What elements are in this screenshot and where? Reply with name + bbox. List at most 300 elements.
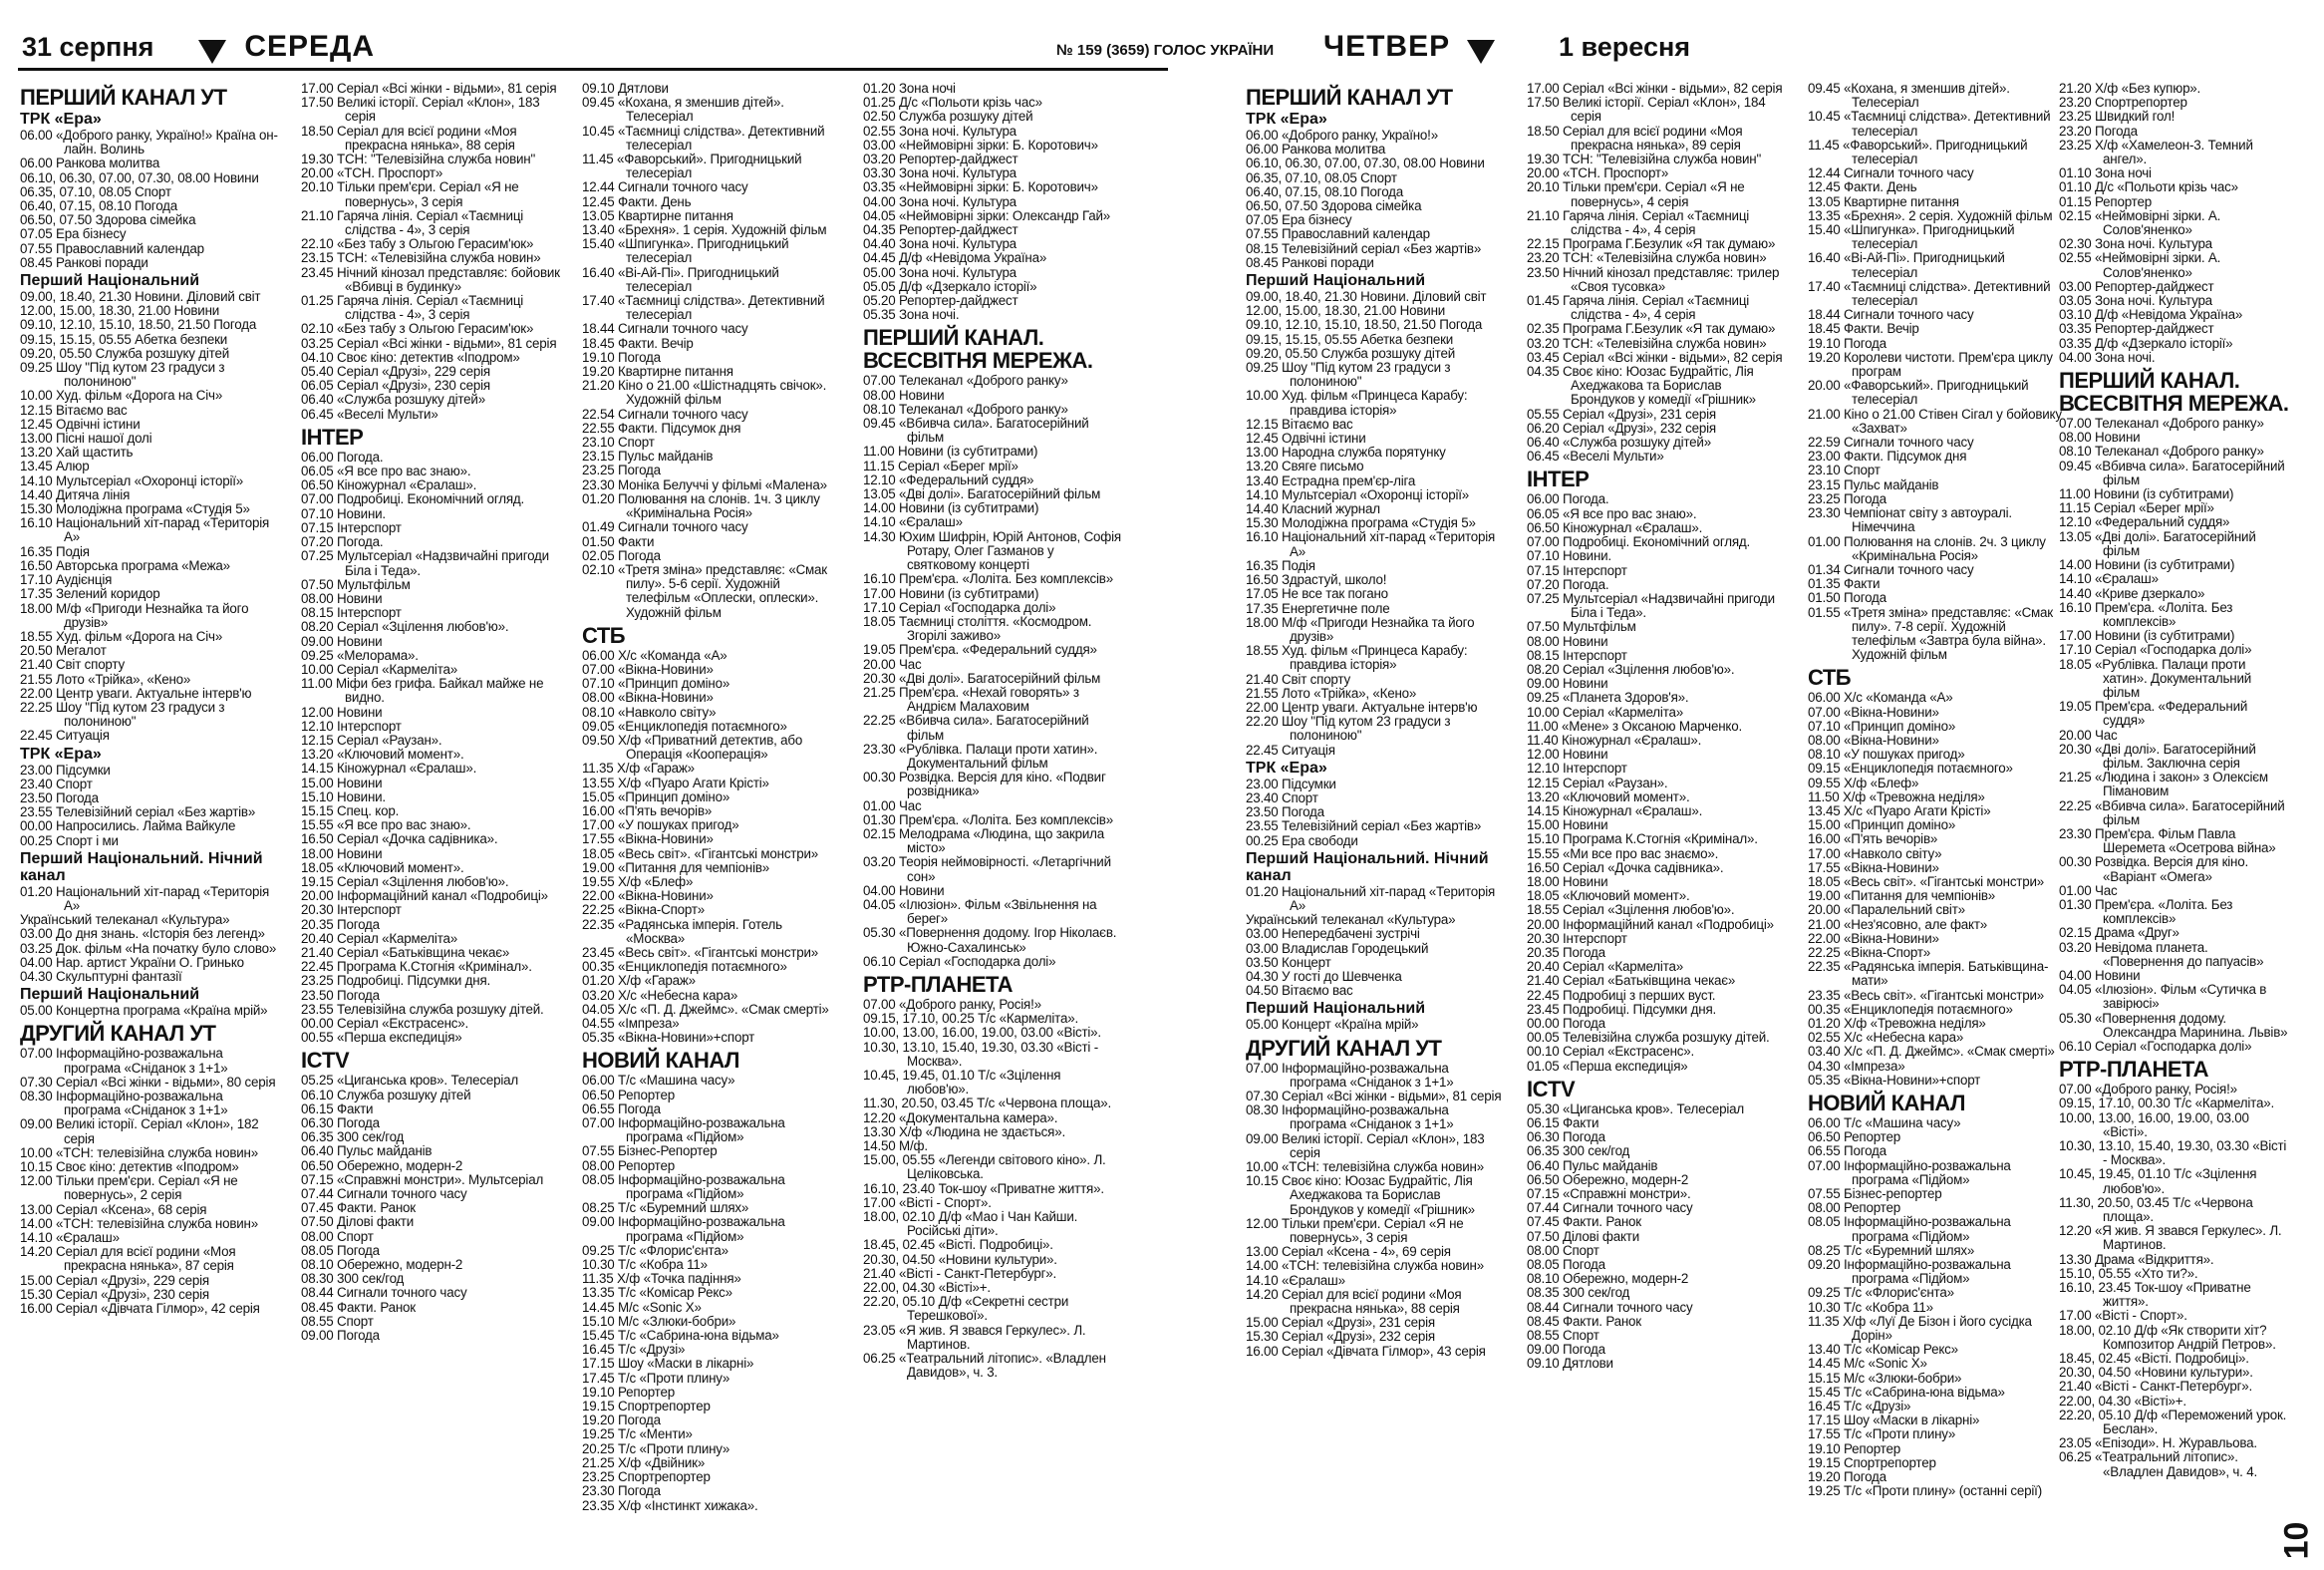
program-entry: 19.10 Репортер	[582, 1384, 675, 1400]
program-entry: 11.00 Новини (із субтитрами)	[863, 444, 1038, 460]
program-entry: 20.30, 04.50 «Новини культури».	[2059, 1365, 2253, 1381]
program-entry: 23.15 Пульс майданів	[1808, 476, 1939, 492]
program-entry: 19.20 Погода	[1808, 1469, 1887, 1485]
program-entry: 15.00, 05.55 «Легенди світового кіно». Л. Целіковська.	[863, 1152, 1106, 1182]
program-entry: 23.50 Погода	[1246, 804, 1324, 820]
program-entry: 00.35 «Енциклопедія потаємного»	[1808, 1001, 2013, 1017]
program-entry: 08.44 Сигнали точного часу	[301, 1285, 467, 1301]
program-entry: 22.25 «Вікна-Спорт»	[582, 902, 706, 918]
program-entry: 07.00 Інформаційно-розважальна програма «Сніданок з 1+1»	[20, 1046, 228, 1076]
program-entry: 21.40 «Вісті - Санкт-Петербург».	[2059, 1379, 2253, 1395]
program-entry: 09.45 «Вбивча сила». Багатосерійний фільм	[2059, 458, 2285, 487]
program-entry: 00.30 Розвідка. Версія для кіно. «Подвиг розвідника»	[863, 770, 1106, 799]
program-entry: 03.00 «Неймовірні зірки: Б. Коротович»	[863, 137, 1098, 153]
program-entry: 20.00 «ТСН. Проспорт»	[1527, 165, 1669, 181]
program-entry: 07.00 Подробиці. Економічний огляд.	[301, 491, 525, 507]
program-entry: 23.00 Підсумки	[20, 762, 111, 778]
program-entry: 13.05 Квартирне питання	[1808, 193, 1959, 209]
column-wed-4	[863, 82, 1124, 1557]
program-entry: 07.44 Сигнали точного часу	[1527, 1200, 1693, 1216]
program-entry: 07.00 Телеканал «Доброго ранку»	[2059, 416, 2264, 432]
program-entry: 18.00, 02.10 Д/ф «Мао і Чан Кайши. Російські діти».	[863, 1209, 1078, 1239]
program-entry: 06.35 300 сек/год	[301, 1129, 405, 1145]
program-entry: 06.50 Репортер	[582, 1087, 675, 1102]
program-entry: 22.45 Ситуація	[20, 728, 110, 744]
program-entry: 04.05 Х/с «П. Д. Джеймс». «Смак смерті»	[582, 1001, 829, 1017]
program-entry: 01.10 Зона ночі	[2059, 165, 2152, 181]
program-entry: 09.55 Х/ф «Блеф»	[1808, 775, 1919, 790]
program-entry: 20.35 Погода	[301, 916, 380, 932]
program-entry: 17.55 Т/с «Проти плину»	[1808, 1426, 1956, 1442]
program-entry: 09.45 «Кохана, я зменшив дітей». Телесеріал	[1808, 82, 2010, 111]
program-entry: 03.00 Непередбачені зустрічі	[1246, 926, 1420, 942]
program-entry: 00.25 Спорт і ми	[20, 832, 119, 848]
program-entry: 12.44 Сигнали точного часу	[582, 179, 748, 195]
program-entry: 06.05 «Я все про вас знаю».	[301, 464, 471, 479]
program-entry: 07.15 «Справжні монстри».	[1527, 1186, 1691, 1202]
program-entry: 09.00 Новини	[1527, 676, 1608, 692]
program-entry: Український телеканал «Культура»	[1246, 912, 1456, 928]
program-entry: 07.10 Новини.	[1527, 548, 1611, 564]
program-entry: 18.00 Новини	[1527, 873, 1608, 889]
program-entry: 07.00 Інформаційно-розважальна програма «Підйом»	[582, 1115, 785, 1145]
program-entry: 03.25 Серіал «Всі жінки - відьми», 81 серія	[301, 335, 557, 351]
program-entry: 12.00, 15.00, 18.30, 21.00 Новини	[20, 303, 220, 319]
program-entry: 04.05 «Ілюзіон». Фільм «Звільнення на берег»	[863, 896, 1097, 927]
program-entry: 23.10 Спорт	[582, 435, 655, 451]
program-entry: 17.50 Великі історії. Серіал «Клон», 183 серія	[301, 95, 540, 125]
program-entry: 20.30, 04.50 «Новини культури».	[863, 1251, 1057, 1267]
program-entry: 10.00 «ТСН: телевізійна служба новин»	[20, 1144, 258, 1160]
program-entry: 22.55 Факти. Підсумок дня	[582, 420, 741, 436]
program-entry: 06.50 Репортер	[1808, 1129, 1900, 1145]
program-entry: 17.00 Серіал «Всі жінки - відьми», 81 серія	[301, 82, 557, 96]
program-entry: 22.35 «Радянська імперія. Батьківщина-мати»	[1808, 959, 2049, 989]
program-entry: 08.20 Серіал «Зцілення любов'ю».	[1527, 661, 1735, 677]
program-entry: 18.05 «Рублівка. Палаци проти хатин». Документальний фільм	[2059, 656, 2252, 700]
program-entry: 01.50 Факти	[582, 533, 655, 549]
header-rule-left	[18, 68, 1168, 71]
program-entry: 18.00 М/ф «Пригоди Незнайка та його друзів»	[20, 600, 249, 630]
channel-heading: СТБ	[582, 622, 626, 648]
program-entry: 14.20 Серіал для всієї родини «Моя прекрасна нянька», 87 серія	[20, 1244, 236, 1274]
program-entry: 23.15 Пульс майданів	[582, 449, 714, 465]
program-entry: 09.50 Х/ф «Приватний детектив, або Операція «Кооперація»	[582, 732, 803, 763]
program-entry: 03.20 Репортер-дайджест	[863, 152, 1018, 167]
program-entry: 20.30 «Дві долі». Багатосерійний фільм. Заключна серія	[2059, 741, 2256, 771]
program-entry: 19.20 Квартирне питання	[582, 364, 733, 380]
subchannel-heading: Перший Національний. Нічний канал	[20, 849, 263, 884]
program-entry: 14.45 М/с «Sonic X»	[1808, 1356, 1927, 1372]
program-entry: 10.00 «ТСН: телевізійна служба новин»	[1246, 1159, 1484, 1174]
page-number: 10	[2277, 1521, 2316, 1560]
program-entry: 13.40 Т/с «Комісар Рекс»	[1808, 1342, 1958, 1358]
program-entry: 23.20 Спортрепортер	[2059, 95, 2187, 111]
program-entry: 08.05 Інформаційно-розважальна програма «Підйом»	[1808, 1214, 2011, 1244]
program-entry: 00.25 Ера свободи	[1246, 832, 1358, 848]
program-entry: 18.55 Худ. фільм «Принцеса Карабу: правдива історія»	[1246, 643, 1468, 673]
program-entry: 07.45 Факти. Ранок	[301, 1200, 416, 1216]
program-entry: 06.50 Кіножурнал «Єралаш».	[1527, 519, 1703, 535]
program-entry: 12.15 Вітаємо вас	[1246, 416, 1353, 432]
program-entry: 08.15 Телевізійний серіал «Без жартів»	[1246, 240, 1482, 256]
program-entry: 15.30 Молодіжна програма «Студія 5»	[1246, 515, 1476, 531]
program-entry: 16.50 Здрастуй, школо!	[1246, 572, 1387, 588]
program-entry: 23.20 Погода	[2059, 123, 2138, 139]
program-entry: 12.15 Серіал «Раузан».	[301, 732, 442, 748]
program-entry: 08.00 Репортер	[1808, 1200, 1900, 1216]
program-entry: 10.00 Худ. фільм «Дорога на Січ»	[20, 388, 223, 404]
program-entry: 02.55 Зона ночі. Культура	[863, 123, 1017, 139]
program-entry: 08.05 Інформаційно-розважальна програма «Підйом»	[582, 1171, 785, 1202]
program-entry: 06.25 «Театральний літопис». «Владлен Давидов», ч. 3.	[863, 1351, 1106, 1381]
program-entry: 09.10, 12.10, 15.10, 18.50, 21.50 Погода	[20, 317, 257, 333]
program-entry: 08.00 Новини	[1527, 633, 1608, 649]
program-entry: 05.35 «Вікна-Новини»+спорт	[1808, 1072, 1981, 1088]
program-entry: 07.15 Інтерспорт	[301, 519, 402, 535]
program-entry: 20.30 Інтерспорт	[301, 902, 402, 918]
program-entry: 23.30 Моніка Белуччі у фільмі «Малена»	[582, 476, 827, 492]
program-entry: 15.30 Серіал «Друзі», 230 серія	[20, 1286, 209, 1302]
program-entry: 17.50 Великі історії. Серіал «Клон», 184 серія	[1527, 95, 1766, 125]
program-entry: 05.00 Концертна програма «Країна мрій»	[20, 1003, 268, 1019]
program-entry: 17.00 Новини (із субтитрами)	[863, 585, 1039, 601]
program-entry: 12.45 Одвічні істини	[20, 416, 141, 432]
program-entry: 23.25 Швидкий гол!	[2059, 109, 2176, 125]
program-entry: 07.00 Інформаційно-розважальна програма «Підйом»	[1808, 1157, 2011, 1187]
program-entry: 07.15 «Справжні монстри». Мультсеріал	[301, 1171, 544, 1187]
program-entry: 04.30 «Імпреза»	[1808, 1058, 1905, 1074]
program-entry: 09.00, 18.40, 21.30 Новини. Діловий світ	[1246, 289, 1487, 305]
program-entry: 06.20 Серіал «Друзі», 232 серія	[1527, 420, 1716, 436]
program-entry: 12.20 «Документальна камера».	[863, 1109, 1058, 1125]
program-entry: 03.00 Владислав Городецький	[1246, 940, 1429, 956]
program-entry: 06.00 Т/с «Машина часу»	[1808, 1115, 1961, 1131]
program-entry: 08.25 Т/с «Буремний шлях»	[1808, 1242, 1975, 1258]
program-entry: 17.15 Шоу «Маски в лікарні»	[1808, 1413, 1980, 1428]
program-entry: 08.10 «У пошуках пригод»	[1808, 747, 1965, 763]
program-entry: 02.55 Х/с «Небесна кара»	[1808, 1030, 1964, 1046]
program-entry: 09.20, 05.50 Служба розшуку дітей	[20, 345, 229, 361]
program-entry: 13.00 Серіал «Ксена - 4», 69 серія	[1246, 1244, 1451, 1260]
program-entry: 09.25 «Планета Здоров'я».	[1527, 690, 1689, 706]
program-entry: 22.00 Центр уваги. Актуальне інтерв'ю	[20, 685, 252, 701]
program-entry: 08.10 Телеканал «Доброго ранку»	[863, 401, 1068, 417]
program-entry: 16.50 Серіал «Дочка садівника».	[1527, 859, 1724, 875]
program-entry: 09.45 «Кохана, я зменшив дітей». Телесеріал	[582, 95, 784, 125]
program-entry: 01.25 Д/с «Польоти крізь час»	[863, 95, 1042, 111]
program-entry: 14.10 «Єралаш»	[1246, 1272, 1345, 1288]
program-entry: 06.45 «Веселі Мульти»	[301, 406, 438, 422]
subchannel-heading: ТРК «Ера»	[1246, 111, 1327, 128]
program-entry: 07.05 Ера бізнесу	[1246, 212, 1352, 228]
program-entry: 06.10 Серіал «Господарка долі»	[2059, 1039, 2252, 1054]
column-thu-4	[2059, 82, 2290, 1557]
program-entry: 08.45 Ранкові поради	[1246, 254, 1374, 270]
program-entry: 11.45 «Фаворський». Пригодницький телесеріал	[1808, 137, 2028, 167]
program-entry: 23.25 Спортрепортер	[582, 1469, 711, 1485]
program-entry: 12.10 Інтерспорт	[301, 718, 402, 734]
program-entry: 12.45 Факти. День	[582, 193, 692, 209]
program-entry: 14.40 Класний журнал	[1246, 501, 1380, 517]
program-entry: 10.30 Т/с «Кобра 11»	[1808, 1299, 1933, 1315]
channel-heading: ПЕРШИЙ КАНАЛ УТ	[20, 85, 227, 110]
program-entry: 17.55 «Вікна-Новини»	[582, 831, 714, 847]
program-entry: 03.20 ТСН: «Телевізійна служба новин»	[1527, 335, 1767, 351]
program-entry: 18.05 Таємниці століття. «Космодром. Згорілі заживо»	[863, 613, 1092, 644]
program-entry: 05.40 Серіал «Друзі», 229 серія	[301, 364, 490, 380]
program-entry: 01.34 Сигнали точного часу	[1808, 561, 1974, 577]
program-entry: 06.50 Обережно, модерн-2	[1527, 1171, 1689, 1187]
program-entry: 06.00 «Доброго ранку, Україно!»	[1246, 128, 1438, 143]
program-entry: 04.45 Д/ф «Невідома Україна»	[863, 250, 1047, 266]
program-entry: 11.30, 20.50, 03.45 Т/с «Червона площа».	[863, 1096, 1111, 1111]
program-entry: 20.00 Час	[863, 656, 922, 672]
program-entry: 09.15, 17.10, 00.30 Т/с «Кармеліта».	[2059, 1096, 2274, 1111]
program-entry: 20.25 Т/с «Проти плину»	[582, 1440, 730, 1456]
program-entry: 07.55 Православний календар	[1246, 226, 1430, 242]
program-entry: 20.35 Погода	[1527, 944, 1605, 960]
channel-heading: НОВИЙ КАНАЛ	[1808, 1091, 1965, 1116]
program-entry: 22.45 Програма К.Стогнія «Кримінал».	[301, 959, 532, 975]
newspaper-issue: № 159 (3659) ГОЛОС УКРАЇНИ	[1056, 42, 1275, 59]
program-entry: 07.05 Ера бізнесу	[20, 226, 127, 242]
program-entry: 08.25 Т/с «Буремний шлях»	[582, 1200, 749, 1216]
program-entry: 04.00 Новини	[863, 882, 945, 898]
program-entry: 12.20 «Я жив. Я звався Геркулес». Л. Мартинов.	[2059, 1223, 2282, 1253]
program-entry: 07.00 «Вікна-Новини»	[1808, 704, 1939, 720]
program-entry: 22.59 Сигнали точного часу	[1808, 435, 1974, 451]
program-entry: 00.35 «Енциклопедія потаємного»	[582, 959, 787, 975]
program-entry: 21.10 Гаряча лінія. Серіал «Таємниці слідства - 4», 3 серія	[301, 207, 524, 238]
program-entry: 08.20 Серіал «Зцілення любов'ю».	[301, 619, 509, 635]
program-entry: 06.10 Серіал «Господарка долі»	[863, 953, 1056, 969]
program-entry: 20.00 «Паралельний світ»	[1808, 902, 1965, 918]
program-entry: 13.00 Пісні нашої долі	[20, 431, 152, 447]
program-entry: 08.05 Погода	[301, 1242, 380, 1258]
program-entry: 02.15 Драма «Друг»	[2059, 925, 2179, 941]
program-entry: 08.00 Спорт	[1527, 1242, 1599, 1258]
program-entry: 03.25 Док. фільм «На початку було слово»	[20, 940, 277, 956]
program-entry: 20.30 Інтерспорт	[1527, 930, 1627, 946]
program-entry: 22.25 «Вбивча сила». Багатосерійний фільм	[863, 713, 1089, 743]
program-entry: 04.00 Зона ночі.	[2059, 349, 2156, 365]
program-entry: 19.05 Прем'єра. «Федеральний суддя»	[863, 642, 1097, 658]
program-entry: 21.55 Лото «Трійка», «Кено»	[1246, 685, 1417, 701]
program-entry: 11.00 Новини (із субтитрами)	[2059, 486, 2234, 502]
program-entry: 15.10, 05.55 «Хто ти?».	[2059, 1265, 2198, 1281]
program-entry: 16.10 Національний хіт-парад «Територія А»	[1246, 529, 1496, 559]
program-entry: 07.00 Телеканал «Доброго ранку»	[863, 373, 1068, 389]
program-entry: 01.20 Зона ночі	[863, 82, 956, 96]
program-entry: 01.30 Прем'єра. «Лоліта. Без комплексів»	[863, 811, 1113, 827]
program-entry: 06.40 «Служба розшуку дітей»	[1527, 435, 1711, 451]
program-entry: 15.40 «Шпигунка». Пригодницький телесеріал	[582, 236, 789, 266]
program-entry: 04.10 Своє кіно: детектив «Іподром»	[301, 349, 520, 365]
program-entry: 12.00 Тільки прем'єри. Серіал «Я не повернусь», 3 серія	[1246, 1215, 1464, 1246]
program-entry: 05.35 «Вікна-Новини»+спорт	[582, 1030, 755, 1046]
program-entry: 08.00 Новини	[863, 387, 945, 403]
program-entry: 20.10 Тільки прем'єри. Серіал «Я не повернусь», 4 серія	[1527, 179, 1745, 209]
program-entry: 06.30 Погода	[301, 1115, 380, 1131]
column-wed-3	[582, 82, 843, 1557]
program-entry: 15.40 «Шпигунка». Пригодницький телесеріал	[1808, 222, 2015, 252]
program-entry: 08.55 Спорт	[301, 1313, 374, 1329]
program-entry: 17.00 Новини (із субтитрами)	[2059, 628, 2235, 644]
program-entry: 18.50 Серіал для всієї родини «Моя прекрасна нянька», 89 серія	[1527, 123, 1743, 153]
program-entry: 16.00 «П'ять вечорів»	[582, 802, 713, 818]
program-entry: 09.10 Дятлови	[1527, 1356, 1613, 1372]
program-entry: 05.30 «Циганська кров». Телесеріал	[1527, 1100, 1744, 1116]
program-entry: 23.50 Погода	[20, 789, 99, 805]
program-entry: 08.15 Інтерспорт	[301, 605, 402, 621]
program-entry: 17.00 «Вісті - Спорт».	[863, 1194, 992, 1210]
program-entry: 07.10 «Принцип доміно»	[582, 676, 730, 692]
program-entry: 23.25 Х/ф «Хамелеон-3. Темний ангел».	[2059, 137, 2253, 167]
program-entry: 02.10 «Третя зміна» представляє: «Смак пилу». 5-6 серії. Художній телефільм «Оплески, оплески». Художній фільм	[582, 561, 827, 620]
program-entry: 07.00 «Доброго ранку, Росія!»	[2059, 1082, 2237, 1098]
program-entry: 06.40, 07.15, 08.10 Погода	[20, 198, 178, 214]
program-entry: 06.35 300 сек/год	[1527, 1143, 1630, 1159]
program-entry: 18.50 Серіал для всієї родини «Моя прекрасна нянька», 88 серія	[301, 123, 517, 153]
program-entry: 21.25 Прем'єра. «Нехай говорять» з Андрієм Малаховим	[863, 684, 1079, 715]
program-entry: 22.25 «Вбивча сила». Багатосерійний фільм	[2059, 797, 2285, 827]
program-entry: 02.30 Зона ночі. Культура	[2059, 236, 2212, 252]
program-entry: 04.05 «Ілюзіон». Фільм «Сутичка в завірюсі»	[2059, 982, 2267, 1012]
program-entry: 13.40 «Брехня». 1 серія. Художній фільм	[582, 222, 827, 238]
program-entry: 16.50 Авторська програма «Межа»	[20, 557, 230, 573]
program-entry: 07.00 Інформаційно-розважальна програма «Сніданок з 1+1»	[1246, 1060, 1454, 1090]
program-entry: 17.10 Серіал «Господарка долі»	[2059, 642, 2252, 658]
program-entry: 06.25 «Театральний літопис». «Владлен Давидов», ч. 4.	[2059, 1449, 2257, 1479]
program-entry: 01.00 Час	[2059, 882, 2118, 898]
program-entry: 18.45 Факти. Вечір	[582, 335, 694, 351]
program-entry: 14.50 М/ф.	[863, 1138, 928, 1154]
program-entry: 21.40 Серіал «Батьківщина чекає»	[1527, 973, 1736, 989]
program-entry: 09.45 «Вбивча сила». Багатосерійний фільм	[863, 416, 1089, 446]
program-entry: 07.00 Подробиці. Економічний огляд.	[1527, 534, 1751, 550]
program-entry: 04.00 Нар. артист України О. Гринько	[20, 954, 244, 970]
program-entry: 08.00 Новини	[301, 590, 383, 606]
program-entry: 07.50 Мультфільм	[301, 576, 411, 592]
program-entry: 14.40 «Криве дзеркало»	[2059, 585, 2205, 601]
program-entry: 06.00 Ранкова молитва	[1246, 142, 1386, 157]
program-entry: 20.40 Серіал «Кармеліта»	[1527, 959, 1683, 975]
program-entry: 01.00 Полювання на слонів. 2ч. 3 циклу «Кримінальна Росія»	[1808, 533, 2046, 563]
program-entry: 09.00 Новини	[301, 633, 383, 649]
program-entry: 13.40 Естрадна прем'єр-ліга	[1246, 472, 1416, 488]
channel-heading: СТБ	[1808, 665, 1852, 691]
program-entry: 14.10 «Єралаш»	[20, 1230, 120, 1246]
program-entry: 15.10 М/с «Злюки-бобри»	[582, 1313, 736, 1329]
program-entry: 08.00 Новини	[2059, 430, 2141, 446]
program-entry: 05.25 «Циганська кров». Телесеріал	[301, 1073, 518, 1089]
program-entry: 09.25 Т/с «Флорис'єнта»	[1808, 1285, 1954, 1301]
program-entry: 05.00 Концерт «Країна мрій»	[1246, 1017, 1419, 1033]
program-entry: 06.40 Пульс майданів	[1527, 1157, 1658, 1173]
program-entry: 10.15 Своє кіно: детектив «Іподром»	[20, 1159, 239, 1174]
left-day: СЕРЕДА	[244, 30, 376, 63]
program-entry: 12.44 Сигнали точного часу	[1808, 165, 1974, 181]
program-entry: 03.35 «Неймовірні зірки: Б. Коротович»	[863, 179, 1098, 195]
program-entry: 22.15 Програма Г.Безулик «Я так думаю»	[1527, 236, 1776, 252]
program-entry: 07.50 Ділові факти	[301, 1214, 414, 1230]
program-entry: 11.35 Х/ф «Точка падіння»	[582, 1271, 741, 1287]
program-entry: 18.05 «Ключовий момент».	[301, 859, 464, 875]
program-entry: 09.00 Погода	[1527, 1342, 1605, 1358]
program-entry: 14.10 «Єралаш»	[863, 514, 963, 530]
program-entry: 13.35 Т/с «Комісар Рекс»	[582, 1285, 732, 1301]
column-wed-1	[20, 82, 281, 1557]
program-entry: 09.25 Шоу "Під кутом 23 градуси з полониною"	[20, 360, 225, 390]
program-entry: 07.30 Серіал «Всі жінки - відьми», 81 серія	[1246, 1088, 1502, 1103]
program-entry: 01.55 «Третя зміна» представляє: «Смак пилу». 7-8 серії. Художній телефільм «Завтра була війна». Художній фільм	[1808, 604, 2053, 663]
program-entry: 22.45 Подробиці з перших вуст.	[1527, 987, 1716, 1003]
program-entry: 17.05 Не все так погано	[1246, 586, 1388, 602]
program-entry: 09.15, 17.10, 00.25 Т/с «Кармеліта».	[863, 1011, 1078, 1027]
program-entry: 09.25 Шоу "Під кутом 23 градуси з полониною"	[1246, 360, 1451, 390]
program-entry: 22.45 Ситуація	[1246, 742, 1335, 758]
program-entry: 23.25 Подробиці. Підсумки дня.	[301, 973, 491, 989]
program-entry: 18.05 «Весь світ». «Гігантські монстри»	[1808, 873, 2045, 889]
program-entry: 06.00 Погода.	[1527, 491, 1609, 507]
program-entry: 05.00 Зона ночі. Культура	[863, 264, 1017, 280]
program-entry: 09.15, 15.15, 05.55 Абетка безпеки	[20, 331, 228, 347]
program-entry: 10.00, 13.00, 16.00, 19.00, 03.00 «Вісті».	[863, 1025, 1101, 1041]
program-entry: 09.00 Великі історії. Серіал «Клон», 183 серія	[1246, 1130, 1485, 1160]
program-entry: 00.10 Серіал «Екстрасенс».	[1527, 1044, 1695, 1060]
program-entry: 16.35 Подія	[20, 543, 90, 559]
program-entry: 03.40 Х/с «П. Д. Джеймс». «Смак смерті»	[1808, 1044, 2055, 1060]
program-entry: 01.05 «Перша експедиція»	[1527, 1058, 1688, 1074]
program-entry: 07.25 Мультсеріал «Надзвичайні пригоди Біла і Теда».	[301, 548, 549, 578]
program-entry: 10.45, 19.45, 01.10 Т/с «Зцілення любов'ю».	[2059, 1166, 2257, 1196]
program-entry: 08.30 Інформаційно-розважальна програма «Сніданок з 1+1»	[20, 1088, 228, 1118]
program-entry: 02.05 Погода	[582, 547, 661, 563]
program-entry: 19.20 Королеви чистоти. Прем'єра циклу програм	[1808, 349, 2053, 380]
program-entry: 12.10 Інтерспорт	[1527, 761, 1627, 777]
program-entry: 23.30 «Рублівка. Палаци проти хатин». Документальний фільм	[863, 741, 1098, 771]
program-entry: 15.45 Т/с «Сабрина-юна відьма»	[1808, 1384, 2005, 1400]
program-entry: 10.00 Серіал «Кармеліта»	[301, 661, 457, 677]
program-entry: 23.35 Х/ф «Інстинкт хижака».	[582, 1497, 758, 1513]
program-entry: 08.10 Телеканал «Доброго ранку»	[2059, 444, 2264, 460]
program-entry: 04.30 У гості до Шевченка	[1246, 968, 1402, 984]
program-entry: 22.00 Центр уваги. Актуальне інтерв'ю	[1246, 699, 1478, 715]
program-entry: 07.50 Мультфільм	[1527, 619, 1636, 635]
program-entry: 06.00 «Доброго ранку, Україно!» Країна он-лайн. Волинь	[20, 128, 278, 157]
program-entry: 09.00, 18.40, 21.30 Новини. Діловий світ	[20, 289, 261, 305]
program-entry: 12.10 «Федеральний суддя»	[863, 471, 1034, 487]
column-thu-2	[1527, 82, 1788, 1557]
program-entry: 10.45 «Таємниці слідства». Детективний телесеріал	[582, 123, 825, 153]
program-entry: 18.00, 02.10 Д/ф «Як створити хіт? Композитор Андрій Петров».	[2059, 1322, 2276, 1352]
program-entry: 03.05 Зона ночі. Культура	[2059, 293, 2212, 309]
program-entry: 04.05 «Неймовірні зірки: Олександр Гай»	[863, 207, 1111, 223]
program-entry: 13.20 «Ключовий момент».	[301, 747, 464, 763]
program-entry: 06.15 Факти	[1527, 1115, 1599, 1131]
program-entry: 07.55 Бізнес-репортер	[1808, 1186, 1942, 1202]
program-entry: 03.20 Х/с «Небесна кара»	[582, 987, 738, 1003]
program-entry: 10.45 «Таємниці слідства». Детективний телесеріал	[1808, 109, 2051, 139]
program-entry: 03.50 Концерт	[1246, 954, 1331, 970]
program-entry: 09.00 Інформаційно-розважальна програма «Підйом»	[582, 1214, 785, 1244]
program-entry: 06.50, 07.50 Здорова сімейка	[20, 212, 196, 228]
program-entry: 13.30 Х/ф «Людина не здається».	[863, 1123, 1065, 1139]
program-entry: 21.40 «Вісті - Санкт-Петербург».	[863, 1265, 1057, 1281]
program-entry: 09.25 «Мелорама».	[301, 647, 419, 663]
program-entry: 22.20 Шоу "Під кутом 23 градуси з полониною"	[1246, 714, 1451, 744]
